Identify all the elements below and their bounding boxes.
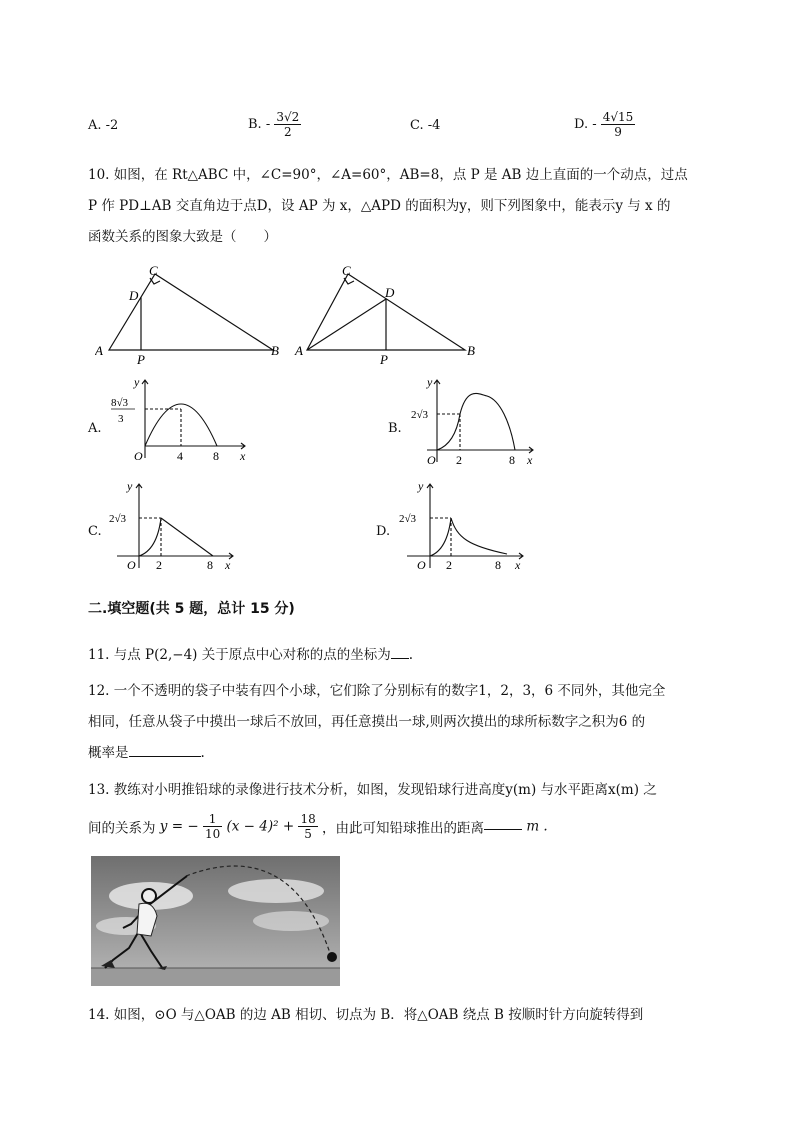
graph-b-x-tick-2: 2 [456, 453, 462, 467]
q11-text: 11. 与点 P(2,−4) 关于原点中心对称的点的坐标为 [88, 647, 391, 663]
graph-option-d [395, 476, 535, 574]
option-b-prefix: B. - [248, 117, 271, 132]
graph-option-b [405, 372, 545, 470]
graph-c-x-axis-label: x [225, 558, 231, 572]
q11-answer-blank[interactable] [391, 658, 409, 659]
q12-line-3 [88, 741, 205, 761]
graph-d-y-axis-label: y [418, 479, 424, 493]
graph-d-x-axis-label: x [515, 558, 521, 572]
graph-a-x-tick-4: 4 [177, 449, 183, 463]
fig2-label-c: C [342, 263, 351, 278]
cloud-shape [228, 879, 324, 903]
graph-c-x-tick-2: 2 [156, 558, 162, 572]
graph-b-x-tick-8: 8 [509, 453, 515, 467]
q13-line-2 [88, 812, 548, 841]
graph-c-y-value: 2√3 [109, 513, 127, 525]
q12-line-2: 相同，任意从袋子中摸出一球后不放回，再任意摸出一球,则两次摸出的球所标数字之积为6 的 [88, 714, 646, 730]
option-b-denominator: 2 [284, 125, 292, 139]
graph-a-origin: O [134, 449, 143, 463]
q10-line-1: 10. 如图，在 Rt△ABC 中，∠C=90°，∠A=60°，AB=8，点 P 是 AB 边上直面的一个动点，过点 [88, 167, 688, 183]
fig1-label-p: P [137, 352, 145, 367]
option-b-numerator: 3√2 [276, 110, 300, 124]
option-d [574, 110, 635, 139]
fig2-label-d: D [385, 285, 395, 300]
graph-a-x-tick-8: 8 [213, 449, 219, 463]
graph-d-y-value: 2√3 [399, 513, 417, 525]
q13-line-2-prefix: 间的关系为 [88, 820, 156, 837]
q12-end: . [200, 745, 205, 761]
graph-b-y-value: 2√3 [411, 409, 429, 421]
graph-a-y-axis-label: y [134, 375, 140, 389]
graph-c-x-tick-8: 8 [207, 558, 213, 572]
graph-d-x-tick-2: 2 [446, 558, 452, 572]
fig1-label-d: D [129, 288, 139, 303]
q10-line-2: P 作 PD⊥AB 交直角边于点D，设 AP 为 x，△APD 的面积为y，则下列图象中，能表示y 与 x 的 [88, 198, 671, 214]
graph-option-b-label: B. [388, 421, 402, 436]
q13-unit: m . [526, 818, 548, 835]
graph-option-a-label: A. [88, 421, 102, 436]
fig1-label-b: B [271, 343, 279, 358]
option-a: A. -2 [88, 118, 119, 133]
q13-line-1: 13. 教练对小明推铅球的录像进行技术分析，如图，发现铅球行进高度y(m) 与水平距离x(m) 之 [88, 782, 657, 798]
q13-frac2-num: 18 [300, 812, 316, 826]
graph-a-y-value-num: 8√3 [111, 397, 129, 409]
graph-c-origin: O [127, 558, 136, 572]
cloud-shape [253, 911, 329, 931]
fig2-label-p: P [380, 352, 388, 367]
fig1-label-c: C [149, 263, 158, 278]
fig2-label-b: B [467, 343, 475, 358]
q13-formula-y: y = − [159, 818, 199, 835]
graph-option-c [105, 476, 245, 574]
q11 [88, 643, 413, 663]
graph-a-x-axis-label: x [240, 449, 246, 463]
q13-frac2-den: 5 [304, 827, 312, 841]
shot-put-ball [327, 952, 337, 962]
option-d-prefix: D. - [574, 117, 597, 132]
q14-line-1: 14. 如图，⊙O 与△OAB 的边 AB 相切、切点为 B．将△OAB 绕点 B 按顺时针方向旋转得到 [88, 1007, 644, 1023]
q12-answer-blank[interactable] [129, 756, 201, 757]
fig2-label-a: A [295, 343, 303, 358]
graph-c-y-axis-label: y [127, 479, 133, 493]
graph-option-a [105, 372, 255, 467]
section-2-title: 二.填空题(共 5 题，总计 15 分) [88, 601, 295, 617]
q13-answer-blank[interactable] [484, 829, 522, 830]
option-d-numerator: 4√15 [602, 110, 634, 124]
graph-d-x-tick-8: 8 [495, 558, 501, 572]
option-c: C. -4 [410, 118, 441, 133]
q13-frac1-num: 1 [203, 812, 222, 827]
graph-b-x-axis-label: x [527, 453, 533, 467]
graph-b-origin: O [427, 453, 436, 467]
q13-line-2-suffix: ，由此可知铅球推出的距离 [322, 820, 485, 837]
q12-line-1: 12. 一个不透明的袋子中装有四个小球，它们除了分别标有的数字1，2，3，6 不同外，其他完全 [88, 683, 666, 699]
graph-option-d-label: D. [376, 524, 391, 539]
option-d-denominator: 9 [614, 125, 622, 139]
option-b [248, 110, 301, 139]
graph-b-y-axis-label: y [427, 375, 433, 389]
q10-line-3: 函数关系的图象大致是（ ） [88, 229, 277, 245]
triangle-figures [95, 262, 495, 370]
graph-a-y-value-den: 3 [118, 413, 124, 425]
graph-option-c-label: C. [88, 524, 102, 539]
fig1-label-a: A [95, 343, 103, 358]
q13-formula-mid: (x − 4)² + [226, 818, 295, 835]
q12-line-3-text: 概率是 [88, 745, 129, 761]
q11-end: . [408, 647, 414, 663]
q13-frac1-den: 10 [204, 827, 221, 841]
graph-d-origin: O [417, 558, 426, 572]
shot-put-illustration [91, 856, 340, 986]
triangle-figure-1 [109, 274, 273, 350]
